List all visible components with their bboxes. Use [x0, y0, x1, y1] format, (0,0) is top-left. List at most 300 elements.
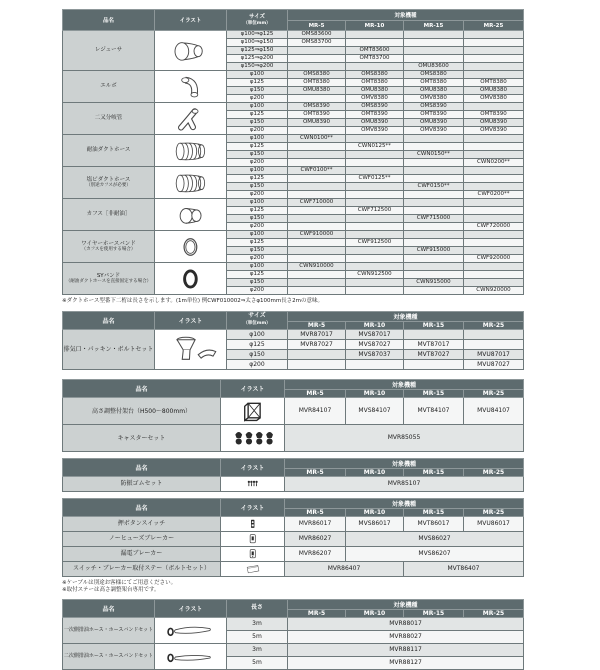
model-number-cell: [464, 103, 524, 111]
table-header: [63, 10, 524, 31]
t3-table: [62, 379, 524, 452]
switch-breaker-table-slot: [62, 498, 585, 577]
model-number-cell: MVR85107: [285, 476, 524, 491]
model-number-cell: [404, 39, 464, 47]
model-number-cell: CWN0150**: [404, 151, 464, 159]
product-illustration-cell: [221, 397, 285, 424]
model-number-cell: [346, 215, 404, 223]
model-number-cell: [288, 175, 346, 183]
earth-leakage-breaker-illustration: [221, 548, 284, 560]
model-number-cell: [404, 359, 464, 369]
model-number-cell: OMU8380: [404, 87, 464, 95]
model-number-cell: [288, 159, 346, 167]
product-illustration-cell: [221, 561, 285, 576]
model-number-cell: [288, 183, 346, 191]
model-number-cell: CWF710000: [288, 199, 346, 207]
model-number-cell: [346, 279, 404, 287]
size-cell: φ150: [227, 87, 288, 95]
product-name-cell: エルボ: [63, 71, 155, 103]
model-number-cell: [288, 359, 346, 369]
size-cell: φ200: [227, 159, 288, 167]
model-number-cell: OMS8380: [404, 71, 464, 79]
model-number-cell: MVS86017: [346, 516, 404, 531]
caster-set-illustration: [221, 426, 284, 450]
model-number-cell: MVR88127: [288, 657, 524, 670]
product-name-cell: キャスターセット: [63, 424, 221, 451]
model-number-cell: MVU87017: [464, 349, 524, 359]
model-number-cell: MVR84107: [285, 397, 346, 424]
product-illustration-cell: [155, 231, 227, 263]
model-number-cell: [404, 263, 464, 271]
model-number-cell: CWF912500: [346, 239, 404, 247]
t1-table: [62, 9, 524, 295]
model-number-cell: OMT8390: [288, 111, 346, 119]
model-number-cell: CWN0200**: [464, 159, 524, 167]
model-number-cell: OMS8390: [288, 103, 346, 111]
size-cell: φ200: [227, 287, 288, 295]
model-number-cell: OMS8380: [288, 71, 346, 79]
model-number-cell: CWF0150**: [404, 183, 464, 191]
model-number-cell: CWN0100**: [288, 135, 346, 143]
size-cell: φ100: [227, 135, 288, 143]
size-cell: φ150: [227, 215, 288, 223]
model-column-header-mr-15: MR-15: [404, 21, 464, 31]
model-number-cell: MVR88117: [288, 644, 524, 657]
model-number-cell: MVR85055: [285, 424, 524, 451]
model-number-cell: [404, 223, 464, 231]
model-number-cell: [464, 247, 524, 255]
model-number-cell: OMT8380: [404, 79, 464, 87]
size-cell: 3m: [227, 644, 288, 657]
model-number-cell: [404, 31, 464, 39]
product-name-cell: ノーヒューズブレーカー: [63, 531, 221, 546]
model-number-cell: OMT83700: [346, 55, 404, 63]
length-column-header: 長さ: [227, 600, 288, 618]
model-column-header-mr-25: MR-25: [464, 389, 524, 397]
model-number-cell: OMT8390: [346, 111, 404, 119]
size-cell: φ100⇒φ125: [227, 31, 288, 39]
sy-band-illustration: [155, 267, 226, 291]
product-name-cell: 塩ビダクトホース （別途カフスが必要）: [63, 167, 155, 199]
model-number-cell: CWN920000: [464, 287, 524, 295]
model-number-cell: [346, 39, 404, 47]
model-number-cell: [404, 191, 464, 199]
table-row: [63, 263, 524, 271]
model-number-cell: [464, 71, 524, 79]
model-number-cell: [404, 175, 464, 183]
duct-hose-footnote: ※ダクトホース型番下二桁は長さを示します。(1m単位) 例CWF010002⇒太さφ100mm長さ2mの意味。: [62, 298, 324, 304]
model-number-cell: [464, 207, 524, 215]
model-number-cell: [464, 215, 524, 223]
switch-breaker-footnotes: [62, 580, 585, 594]
size-cell: φ100: [227, 199, 288, 207]
model-number-cell: [404, 255, 464, 263]
product-illustration-cell: [155, 263, 227, 295]
model-number-cell: [288, 247, 346, 255]
model-number-cell: [288, 55, 346, 63]
model-column-header-mr-25: MR-25: [464, 321, 524, 329]
t6-table: [62, 599, 524, 670]
model-number-cell: MVR86407: [285, 561, 404, 576]
model-number-cell: [288, 215, 346, 223]
model-number-cell: [288, 127, 346, 135]
size-cell: φ200: [227, 359, 288, 369]
model-number-cell: [288, 349, 346, 359]
product-name-cell: 排気口・パッキン・ボルトセット: [63, 329, 155, 369]
name-column-header: 品名: [63, 311, 155, 329]
size-cell: φ125: [227, 175, 288, 183]
model-column-header-mr-10: MR-10: [346, 321, 404, 329]
size-cell: φ125: [227, 143, 288, 151]
target-models-header: 対象機種: [288, 600, 524, 610]
y-branch-illustration: [155, 107, 226, 131]
product-illustration-cell: [155, 329, 227, 369]
illustration-column-header: イラスト: [221, 379, 285, 397]
name-column-header: 品名: [63, 498, 221, 516]
model-number-cell: OMU8380: [288, 87, 346, 95]
model-number-cell: MVS87017: [346, 329, 404, 339]
model-number-cell: MVS87037: [346, 349, 404, 359]
model-number-cell: [288, 151, 346, 159]
model-number-cell: [288, 63, 346, 71]
t2-table: [62, 311, 524, 370]
model-number-cell: MVR86017: [285, 516, 346, 531]
model-number-cell: [404, 239, 464, 247]
model-number-cell: OMV8390: [464, 127, 524, 135]
table-row: [63, 329, 524, 339]
target-models-header: 対象機種: [285, 498, 524, 508]
model-number-cell: CWN910000: [288, 263, 346, 271]
size-cell: φ125: [227, 339, 288, 349]
model-number-cell: MVU84107: [464, 397, 524, 424]
name-column-header: 品名: [63, 600, 155, 618]
drain-hose-table-slot: [62, 599, 585, 670]
product-name-cell: スイッチ・ブレーカー取付ステー（ボルトセット）: [63, 561, 221, 576]
size-cell: φ100: [227, 263, 288, 271]
model-number-cell: [464, 231, 524, 239]
model-number-cell: CWF720000: [464, 223, 524, 231]
table-header: [63, 379, 524, 397]
model-number-cell: MVT86017: [404, 516, 464, 531]
model-number-cell: [346, 255, 404, 263]
model-number-cell: MVR87027: [288, 339, 346, 349]
model-column-header-mr-25: MR-25: [464, 610, 524, 618]
model-number-cell: CWF712500: [346, 207, 404, 215]
product-name-cell: 二次側排油ホース・ホースバンドセット: [63, 644, 155, 670]
target-models-header: 対象機種: [288, 10, 524, 21]
size-cell: φ150: [227, 151, 288, 159]
model-number-cell: [346, 183, 404, 191]
model-number-cell: [288, 143, 346, 151]
product-illustration-cell: [155, 618, 227, 644]
size-cell: φ100⇒φ150: [227, 39, 288, 47]
model-number-cell: [346, 191, 404, 199]
model-number-cell: OMV8380: [464, 95, 524, 103]
product-name-cell: カフス［非耐油］: [63, 199, 155, 231]
model-number-cell: [346, 167, 404, 175]
product-illustration-cell: [155, 199, 227, 231]
model-number-cell: [288, 271, 346, 279]
exhaust-port-set-illustration: [155, 334, 226, 364]
model-number-cell: [464, 183, 524, 191]
table-row: [63, 618, 524, 631]
model-number-cell: MVR86027: [285, 531, 346, 546]
model-number-cell: MVS84107: [346, 397, 404, 424]
model-number-cell: [404, 207, 464, 215]
model-column-header-mr-5: MR-5: [288, 21, 346, 31]
product-name-cell: 二又分岐管: [63, 103, 155, 135]
model-number-cell: OMU8380: [346, 87, 404, 95]
model-number-cell: [288, 279, 346, 287]
model-column-header-mr-5: MR-5: [285, 389, 346, 397]
model-number-cell: OMU8390: [404, 119, 464, 127]
push-button-switch-illustration: [221, 518, 284, 530]
illustration-column-header: イラスト: [221, 458, 285, 476]
name-column-header: 品名: [63, 10, 155, 31]
model-number-cell: [288, 95, 346, 103]
model-number-cell: OMS8390: [404, 103, 464, 111]
model-column-header-mr-15: MR-15: [404, 321, 464, 329]
stay-footnote: ※取付ステーは高さ調整架台専用です。: [62, 587, 160, 594]
model-number-cell: MVS86027: [346, 531, 524, 546]
model-number-cell: [346, 263, 404, 271]
model-number-cell: OMT8390: [404, 111, 464, 119]
model-number-cell: [464, 31, 524, 39]
model-column-header-mr-5: MR-5: [288, 610, 346, 618]
model-column-header-mr-15: MR-15: [404, 389, 464, 397]
model-number-cell: CWF0100**: [288, 167, 346, 175]
size-cell: φ200: [227, 95, 288, 103]
model-number-cell: OMV8390: [346, 127, 404, 135]
product-illustration-cell: [155, 135, 227, 167]
model-number-cell: CWF0125**: [346, 175, 404, 183]
size-cell: φ125: [227, 79, 288, 87]
product-illustration-cell: [155, 167, 227, 199]
table-row: [63, 516, 524, 531]
model-number-cell: OMU8390: [464, 119, 524, 127]
size-cell: φ125: [227, 239, 288, 247]
target-models-header: 対象機種: [285, 458, 524, 468]
model-number-cell: [464, 55, 524, 63]
table-row: [63, 546, 524, 561]
model-number-cell: [404, 287, 464, 295]
size-cell: φ125: [227, 207, 288, 215]
product-name-cell: 防振ゴムセット: [63, 476, 221, 491]
model-column-header-mr-25: MR-25: [464, 21, 524, 31]
table-row: [63, 135, 524, 143]
table-row: [63, 31, 524, 39]
size-cell: φ125: [227, 111, 288, 119]
product-name-cell: レジューサ: [63, 31, 155, 71]
model-number-cell: OMV8390: [404, 127, 464, 135]
model-number-cell: [464, 151, 524, 159]
model-number-cell: [404, 231, 464, 239]
model-number-cell: [464, 239, 524, 247]
model-number-cell: [464, 263, 524, 271]
model-number-cell: [346, 287, 404, 295]
model-number-cell: [464, 175, 524, 183]
oil-duct-hose-illustration: [155, 139, 226, 163]
size-cell: φ150: [227, 247, 288, 255]
rubber-table-slot: [62, 458, 585, 492]
size-cell: φ150: [227, 349, 288, 359]
model-number-cell: OMS8390: [346, 103, 404, 111]
model-number-cell: [288, 239, 346, 247]
model-number-cell: OMU8390: [346, 119, 404, 127]
size-cell: φ150: [227, 279, 288, 287]
model-number-cell: CWN915000: [404, 279, 464, 287]
product-illustration-cell: [155, 103, 227, 135]
model-number-cell: OMT8390: [464, 111, 524, 119]
model-number-cell: OMS83700: [288, 39, 346, 47]
name-column-header: 品名: [63, 379, 221, 397]
model-number-cell: [346, 199, 404, 207]
size-cell: φ100: [227, 167, 288, 175]
model-number-cell: [464, 63, 524, 71]
model-column-header-mr-5: MR-5: [285, 508, 346, 516]
model-number-cell: MVT87027: [404, 349, 464, 359]
model-number-cell: [464, 39, 524, 47]
model-number-cell: CWF715000: [404, 215, 464, 223]
model-number-cell: [288, 255, 346, 263]
no-fuse-breaker-illustration: [221, 533, 284, 545]
model-number-cell: MVR88017: [288, 618, 524, 631]
model-number-cell: OMT8380: [464, 79, 524, 87]
size-cell: φ125⇒φ200: [227, 55, 288, 63]
model-number-cell: MVR88027: [288, 631, 524, 644]
model-number-cell: CWF920000: [464, 255, 524, 263]
reducer-illustration: [155, 39, 226, 63]
model-number-cell: [288, 47, 346, 55]
size-cell: φ200: [227, 127, 288, 135]
model-number-cell: [404, 159, 464, 167]
size-cell: 5m: [227, 657, 288, 670]
model-number-cell: [346, 31, 404, 39]
product-illustration-cell: [155, 31, 227, 71]
model-number-cell: CWF0200**: [464, 191, 524, 199]
table-row: [63, 231, 524, 239]
mounting-stay-illustration: [221, 563, 284, 575]
model-number-cell: [288, 287, 346, 295]
wire-hose-band-illustration: [155, 235, 226, 259]
model-column-header-mr-15: MR-15: [404, 508, 464, 516]
height-adjustable-stand-illustration: [221, 399, 284, 423]
product-illustration-cell: [221, 424, 285, 451]
vibration-rubber-set-illustration: [221, 478, 284, 490]
table-row: [63, 476, 524, 491]
model-column-header-mr-15: MR-15: [404, 610, 464, 618]
model-number-cell: MVT84107: [404, 397, 464, 424]
model-column-header-mr-10: MR-10: [346, 21, 404, 31]
table-header: [63, 458, 524, 476]
product-illustration-cell: [221, 476, 285, 491]
product-name-cell: SYバンド （耐油ダクトホースを直接固定する場合）: [63, 263, 155, 295]
model-column-header-mr-10: MR-10: [346, 468, 404, 476]
model-number-cell: OMT83600: [346, 47, 404, 55]
model-number-cell: MVS87027: [346, 339, 404, 349]
size-cell: φ150⇒φ200: [227, 63, 288, 71]
model-number-cell: [404, 47, 464, 55]
model-column-header-mr-10: MR-10: [346, 508, 404, 516]
model-number-cell: [404, 143, 464, 151]
product-illustration-cell: [221, 531, 285, 546]
model-column-header-mr-5: MR-5: [285, 468, 346, 476]
product-name-cell: 一次側排油ホース・ホースバンドセット: [63, 618, 155, 644]
size-cell: 3m: [227, 618, 288, 631]
model-number-cell: MVR87017: [288, 329, 346, 339]
size-cell: φ100: [227, 329, 288, 339]
product-illustration-cell: [221, 546, 285, 561]
table-row: [63, 531, 524, 546]
model-number-cell: MVR86207: [285, 546, 346, 561]
model-number-cell: OMU8380: [464, 87, 524, 95]
model-number-cell: OMT8380: [288, 79, 346, 87]
target-models-header: 対象機種: [285, 379, 524, 389]
model-number-cell: OMT8380: [346, 79, 404, 87]
model-column-header-mr-10: MR-10: [346, 389, 404, 397]
model-number-cell: OMS8380: [346, 71, 404, 79]
size-cell: φ100: [227, 71, 288, 79]
model-number-cell: MVS86207: [346, 546, 524, 561]
model-number-cell: [404, 55, 464, 63]
model-number-cell: OMV8380: [346, 95, 404, 103]
model-number-cell: OMU8390: [288, 119, 346, 127]
model-number-cell: [404, 135, 464, 143]
model-number-cell: [346, 231, 404, 239]
model-number-cell: [464, 271, 524, 279]
product-name-cell: 耐油ダクトホース: [63, 135, 155, 167]
table-row: [63, 397, 524, 424]
model-number-cell: OMV8380: [404, 95, 464, 103]
model-number-cell: [464, 339, 524, 349]
secondary-drain-hose-illustration: [155, 648, 226, 666]
product-name-cell: 漏電ブレーカー: [63, 546, 221, 561]
size-column-header: サイズ （単位mm）: [227, 311, 288, 329]
duct-parts-table-slot: [62, 9, 585, 295]
size-cell: φ100: [227, 103, 288, 111]
size-column-header: サイズ （単位mm）: [227, 10, 288, 31]
size-cell: 5m: [227, 631, 288, 644]
product-name-cell: 高さ調整付架台（H500～800mm）: [63, 397, 221, 424]
table-row: [63, 103, 524, 111]
model-number-cell: [346, 63, 404, 71]
product-name-cell: 押ボタンスイッチ: [63, 516, 221, 531]
model-number-cell: MVU87027: [464, 359, 524, 369]
model-column-header-mr-5: MR-5: [288, 321, 346, 329]
table-header: [63, 498, 524, 516]
model-number-cell: MVU86017: [464, 516, 524, 531]
table-header: [63, 311, 524, 329]
model-number-cell: [464, 143, 524, 151]
illustration-column-header: イラスト: [155, 10, 227, 31]
model-number-cell: [404, 271, 464, 279]
size-cell: φ200: [227, 191, 288, 199]
illustration-column-header: イラスト: [221, 498, 285, 516]
model-column-header-mr-15: MR-15: [404, 468, 464, 476]
model-number-cell: [346, 135, 404, 143]
model-number-cell: [404, 329, 464, 339]
table-row: [63, 199, 524, 207]
table-row: [63, 71, 524, 79]
t4-table: [62, 458, 524, 492]
model-number-cell: [464, 199, 524, 207]
model-number-cell: [464, 167, 524, 175]
size-cell: φ200: [227, 223, 288, 231]
name-column-header: 品名: [63, 458, 221, 476]
model-number-cell: CWN0125**: [346, 143, 404, 151]
product-illustration-cell: [221, 516, 285, 531]
table-header: [63, 600, 524, 618]
